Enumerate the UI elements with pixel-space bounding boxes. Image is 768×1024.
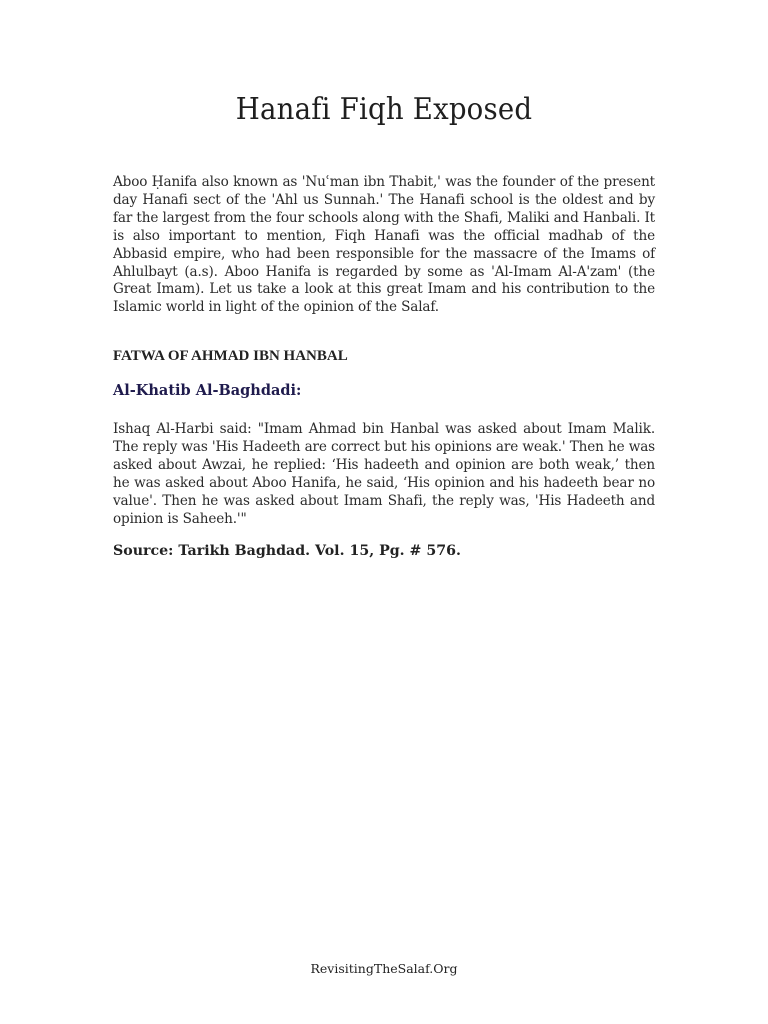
quote-paragraph: Ishaq Al-Harbi said: "Imam Ahmad bin Hanbal was asked about Imam Malik. The reply was 'His Hadeeth are correct but his opinions are weak.' Then he was asked about Awzai, he replied: ‘His hadeeth and opinion are both weak,’ then he was asked about Aboo Hanifa, he said, ‘His opinion and his hadeeth bear no value'. Then he was asked about Imam Shafi, the reply was, 'His Hadeeth and opinion is Saheeh.'" — [113, 421, 655, 527]
footer-website: RevisitingTheSalaf.Org — [310, 961, 458, 976]
page-title: Hanafi Fiqh Exposed — [235, 92, 533, 127]
intro-paragraph: Aboo Ḥanifa also known as 'Nuʿman ibn Thabit,' was the founder of the present day Hanafi sect of the 'Ahl us Sunnah.' The Hanafi school is the oldest and by far the largest from the four schools along with the Shafi, Maliki and Hanbali. It is also important to mention, Fiqh Hanafi was the official madhab of the Abbasid empire, who had been responsible for the massacre of the Imams of Ahlulbayt (a.s). Aboo Hanifa is regarded by some as 'Al-Imam Al-A'zam' (the Great Imam). Let us take a look at this great Imam and his contribution to the Islamic world in light of the opinion of the Salaf. — [113, 174, 655, 316]
sub-heading: Al-Khatib Al-Baghdadi: — [113, 382, 302, 399]
section-heading: FATWA OF AHMAD IBN HANBAL — [113, 348, 348, 364]
source-citation: Source: Tarikh Baghdad. Vol. 15, Pg. # 576. — [113, 543, 461, 559]
